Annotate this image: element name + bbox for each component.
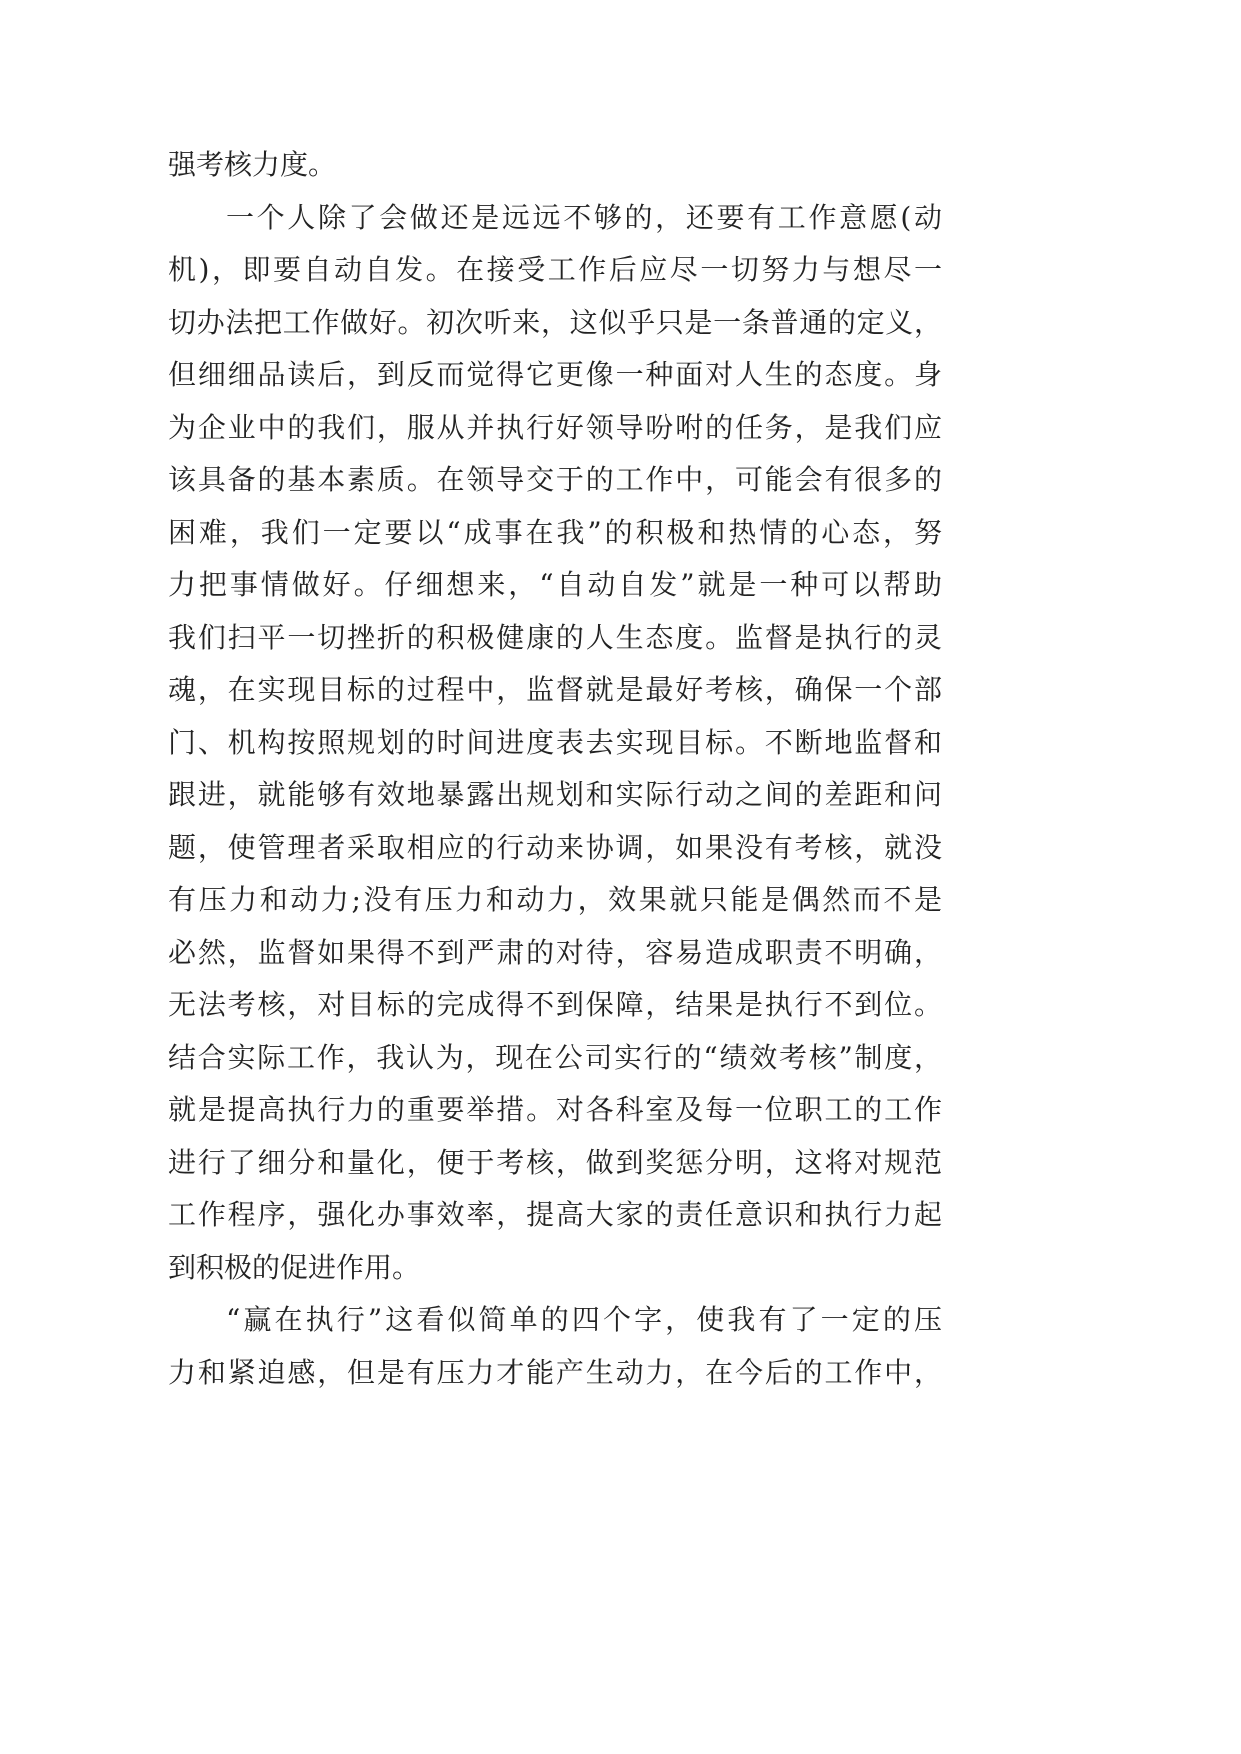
text-line: 力和紧迫感，但是有压力才能产生动力，在今后的工作中， bbox=[168, 1355, 942, 1389]
text-line: 但细细品读后，到反而觉得它更像一种面对人生的态度。身 bbox=[168, 358, 942, 391]
text-line: 跟进，就能够有效地暴露出规划和实际行动之间的差距和问 bbox=[168, 778, 942, 811]
text-line: 门、机构按照规划的时间进度表去实现目标。不断地监督和 bbox=[168, 725, 942, 759]
text-line: 力把事情做好。仔细想来，“自动自发”就是一种可以帮助 bbox=[168, 568, 942, 601]
text-line: 就是提高执行力的重要举措。对各科室及每一位职工的工作 bbox=[168, 1093, 942, 1126]
text-line: 切办法把工作做好。初次听来，这似乎只是一条普通的定义， bbox=[168, 305, 942, 339]
text-line: 无法考核，对目标的完成得不到保障，结果是执行不到位。 bbox=[168, 988, 942, 1021]
text-line: 必然，监督如果得不到严肃的对待，容易造成职责不明确， bbox=[168, 935, 942, 969]
text-line: 结合实际工作，我认为，现在公司实行的“绩效考核”制度， bbox=[168, 1040, 942, 1074]
text-line: 进行了细分和量化，便于考核，做到奖惩分明，这将对规范 bbox=[168, 1145, 942, 1179]
text-line: 机)，即要自动自发。在接受工作后应尽一切努力与想尽一 bbox=[168, 253, 942, 286]
paragraph-continued bbox=[168, 139, 942, 192]
text-line: 一个人除了会做还是远远不够的，还要有工作意愿(动 bbox=[226, 200, 942, 234]
text-line: 到积极的促进作用。 bbox=[168, 1250, 421, 1284]
text-line: 为企业中的我们，服从并执行好领导吩咐的任务，是我们应 bbox=[168, 410, 942, 444]
text-line: “赢在执行”这看似简单的四个字，使我有了一定的压 bbox=[226, 1303, 942, 1336]
text-line: 我们扫平一切挫折的积极健康的人生态度。监督是执行的灵 bbox=[168, 620, 942, 654]
text-line: 魂，在实现目标的过程中，监督就是最好考核，确保一个部 bbox=[168, 673, 942, 706]
paragraph-self-motivation bbox=[168, 192, 942, 1295]
paragraph-win-in-execution bbox=[168, 1294, 942, 1399]
body-text bbox=[168, 139, 942, 1399]
text-line: 题，使管理者采取相应的行动来协调，如果没有考核，就没 bbox=[168, 830, 942, 864]
text-line: 该具备的基本素质。在领导交于的工作中，可能会有很多的 bbox=[168, 463, 942, 496]
text-line: 有压力和动力;没有压力和动力，效果就只能是偶然而不是 bbox=[168, 883, 942, 916]
text-line: 困难，我们一定要以“成事在我”的积极和热情的心态，努 bbox=[168, 515, 942, 549]
text-line: 工作程序，强化办事效率，提高大家的责任意识和执行力起 bbox=[168, 1198, 942, 1231]
text-line: 强考核力度。 bbox=[168, 148, 337, 181]
